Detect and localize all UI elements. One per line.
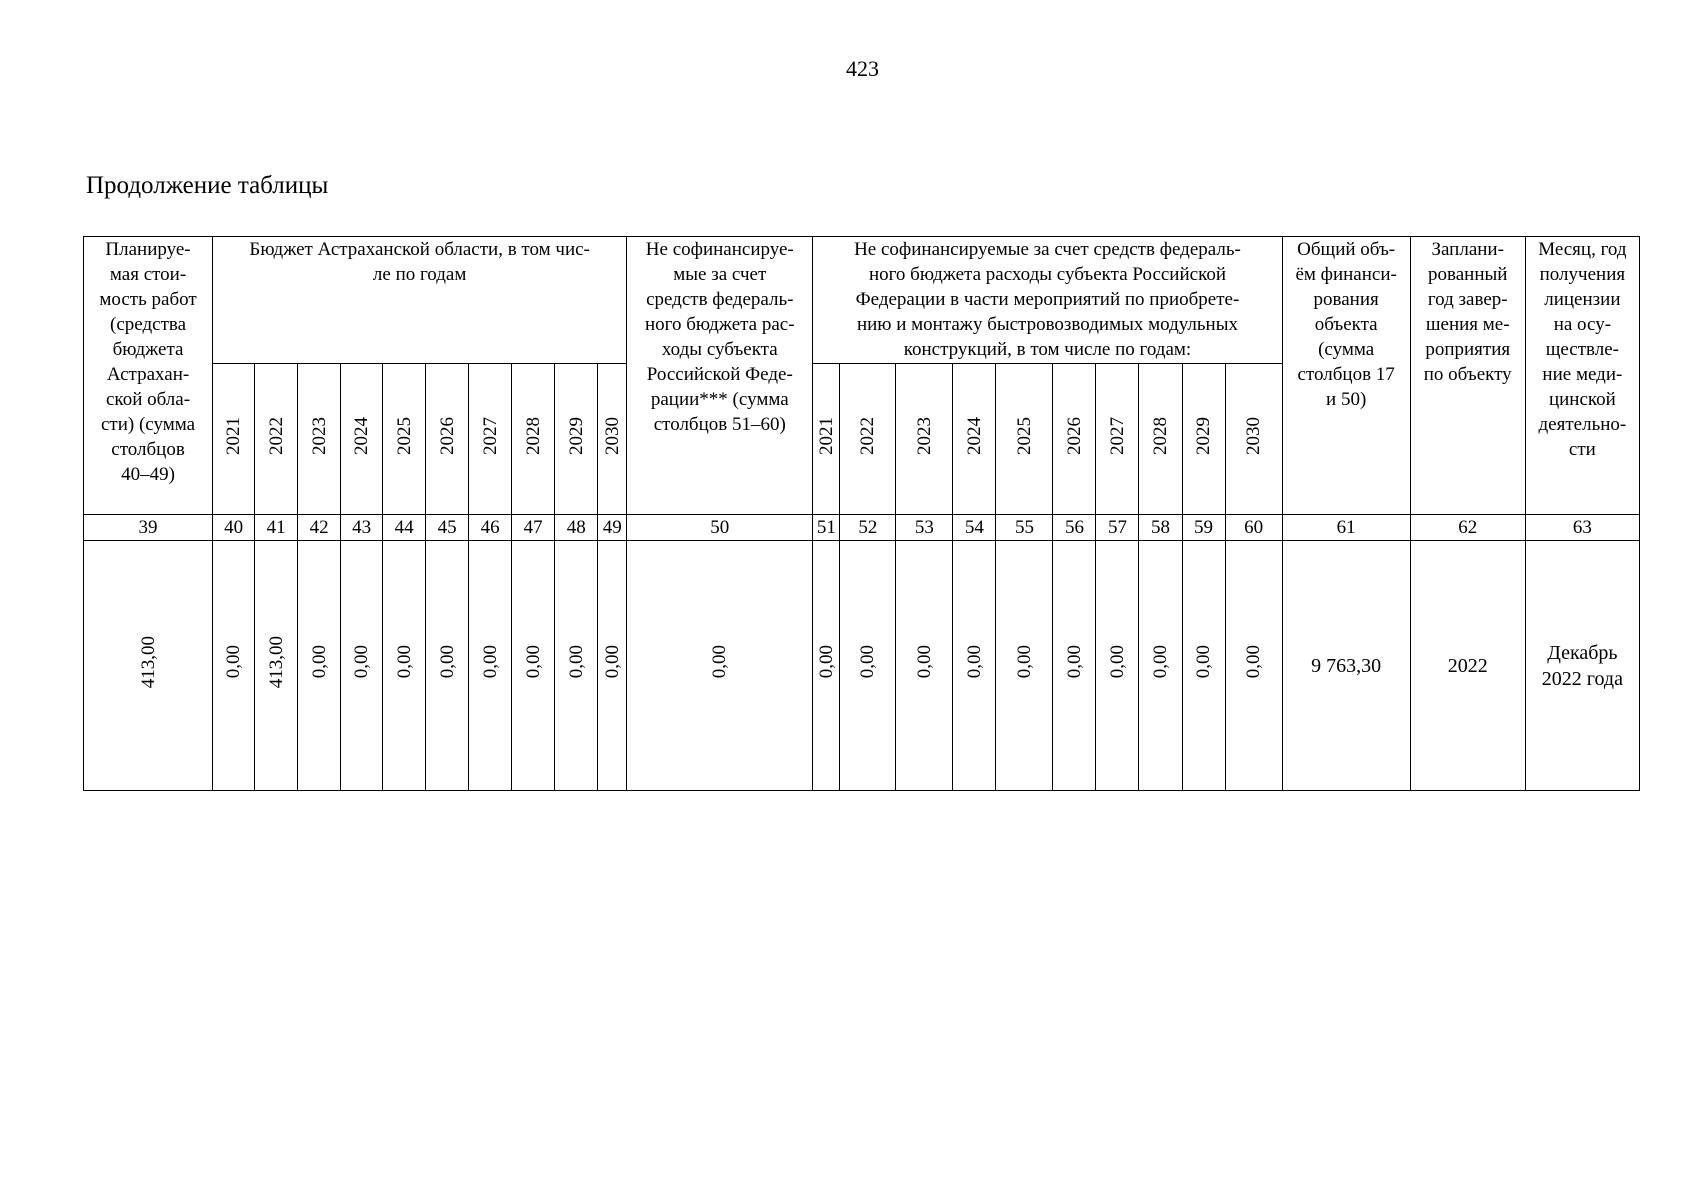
text-line: конструкций, в том числе по годам: (903, 339, 1192, 360)
year-header-budget-2027: 2027 (469, 364, 512, 515)
table-row (84, 541, 1640, 791)
column-number: 63 (1525, 515, 1639, 541)
year-header-nonco-2029: 2029 (1182, 364, 1225, 515)
cell-non-cofinanced-total: 0,00 (627, 541, 813, 791)
cell-budget-2021: 0,00 (213, 541, 255, 791)
header-cell-total-financing (1282, 237, 1410, 515)
text-line: лицензии (1544, 289, 1621, 310)
column-number: 50 (627, 515, 813, 541)
text-line: Месяц, год (1538, 239, 1627, 260)
cell-nonco-2022: 0,00 (840, 541, 896, 791)
cell-budget-2023: 0,00 (298, 541, 341, 791)
cell-budget-2029: 0,00 (555, 541, 598, 791)
column-number: 47 (512, 515, 555, 541)
year-header-budget-2023: 2023 (298, 364, 341, 515)
year-header-nonco-2026: 2026 (1053, 364, 1096, 515)
column-number: 56 (1053, 515, 1096, 541)
year-header-budget-2025: 2025 (383, 364, 426, 515)
text-line: (сумма (1318, 339, 1375, 360)
text-line: рованный (1428, 264, 1508, 285)
year-header-nonco-2024: 2024 (953, 364, 996, 515)
year-header-budget-2028: 2028 (512, 364, 555, 515)
text-line: столбцов (111, 439, 185, 460)
cell-total-financing: 9 763,30 (1282, 541, 1410, 791)
text-line: деятельно- (1538, 414, 1627, 435)
column-number: 53 (896, 515, 953, 541)
text-line: ле по годам (372, 264, 467, 285)
cell-budget-2026: 0,00 (426, 541, 469, 791)
column-number: 46 (469, 515, 512, 541)
year-header-budget-2021: 2021 (213, 364, 255, 515)
text-line: и 50) (1326, 389, 1367, 410)
column-number: 44 (383, 515, 426, 541)
column-number: 58 (1139, 515, 1182, 541)
header-group-regional-budget (213, 237, 627, 364)
text-line: шения ме- (1425, 314, 1510, 335)
column-number: 39 (84, 515, 213, 541)
text-line: мая стои- (109, 264, 187, 285)
text-line: 2022 года (1541, 667, 1623, 690)
year-header-nonco-2025: 2025 (996, 364, 1053, 515)
text-line: Бюджет Астраханской области, в том чис- (249, 239, 590, 260)
column-number: 59 (1182, 515, 1225, 541)
text-line: Общий объ- (1297, 239, 1396, 260)
text-line: ние меди- (1542, 364, 1623, 385)
text-line: сти) (сумма (100, 414, 196, 435)
text-line: ходы субъекта (661, 339, 778, 360)
text-line: цинской (1548, 389, 1616, 410)
year-header-budget-2022: 2022 (255, 364, 298, 515)
header-cell-non-cofinanced-total (627, 237, 813, 515)
text-line: год завер- (1427, 289, 1508, 310)
cell-nonco-2021: 0,00 (813, 541, 840, 791)
header-group-non-cofinanced-years (813, 237, 1282, 364)
column-number: 60 (1225, 515, 1282, 541)
text-line: Планируе- (105, 239, 191, 260)
header-cell-planned-completion-year (1410, 237, 1525, 515)
cell-budget-2022: 413,00 (255, 541, 298, 791)
text-line: рации*** (сумма (650, 389, 789, 410)
text-line: роприятия (1425, 339, 1511, 360)
text-line: ём финанси- (1295, 264, 1397, 285)
column-number: 62 (1410, 515, 1525, 541)
cell-nonco-2026: 0,00 (1053, 541, 1096, 791)
year-header-nonco-2022: 2022 (840, 364, 896, 515)
text-line: мость работ (99, 289, 197, 310)
column-number: 54 (953, 515, 996, 541)
column-number: 41 (255, 515, 298, 541)
text-line: ного бюджета рас- (645, 314, 795, 335)
text-line: Заплани- (1431, 239, 1504, 260)
text-line: Не софинансируе- (645, 239, 794, 260)
cell-planned-cost: 413,00 (84, 541, 213, 791)
text-line: Не софинансируемые за счет средств федераль- (854, 239, 1241, 260)
text-line: получения (1539, 264, 1626, 285)
year-header-budget-2026: 2026 (426, 364, 469, 515)
cell-nonco-2023: 0,00 (896, 541, 953, 791)
column-number: 52 (840, 515, 896, 541)
text-line: Декабрь (1547, 641, 1618, 664)
column-number: 40 (213, 515, 255, 541)
text-line: столбцов 17 (1297, 364, 1395, 385)
column-number: 55 (996, 515, 1053, 541)
cell-planned-completion-year: 2022 (1410, 541, 1525, 791)
text-line: средств федераль- (646, 289, 794, 310)
year-header-budget-2030: 2030 (598, 364, 627, 515)
column-number-row (84, 515, 1640, 541)
header-row-groups (84, 237, 1640, 364)
table-caption: Продолжение таблицы (86, 172, 329, 199)
text-line: ного бюджета расходы субъекта Российской (868, 264, 1227, 285)
column-number: 57 (1096, 515, 1139, 541)
year-header-nonco-2028: 2028 (1139, 364, 1182, 515)
text-line: сти (1568, 439, 1596, 460)
text-line: (средства (110, 314, 187, 335)
year-header-budget-2029: 2029 (555, 364, 598, 515)
cell-nonco-2024: 0,00 (953, 541, 996, 791)
year-header-nonco-2023: 2023 (896, 364, 953, 515)
text-line: бюджета (112, 339, 184, 360)
text-line: мые за счет (673, 264, 767, 285)
text-line: рования (1313, 289, 1379, 310)
column-number: 42 (298, 515, 341, 541)
text-line: нию и монтажу быстровозводимых модульных (856, 314, 1238, 335)
text-line: Астрахан- (106, 364, 190, 385)
cell-budget-2028: 0,00 (512, 541, 555, 791)
cell-nonco-2025: 0,00 (996, 541, 1053, 791)
header-cell-license-date (1525, 237, 1639, 515)
text-line: ществле- (1545, 339, 1619, 360)
column-number: 49 (598, 515, 627, 541)
cell-budget-2030: 0,00 (598, 541, 627, 791)
column-number: 48 (555, 515, 598, 541)
text-line: Российской Феде- (646, 364, 793, 385)
year-header-nonco-2021: 2021 (813, 364, 840, 515)
header-cell-planned-cost (84, 237, 213, 515)
text-line: ской обла- (106, 389, 191, 410)
cell-nonco-2028: 0,00 (1139, 541, 1182, 791)
text-line: по объекту (1423, 364, 1512, 385)
column-number: 45 (426, 515, 469, 541)
page-number: 423 (846, 56, 879, 81)
cell-license-date (1525, 541, 1639, 791)
cell-nonco-2029: 0,00 (1182, 541, 1225, 791)
year-header-budget-2024: 2024 (341, 364, 383, 515)
year-header-nonco-2027: 2027 (1096, 364, 1139, 515)
text-line: на осу- (1553, 314, 1612, 335)
cell-nonco-2030: 0,00 (1225, 541, 1282, 791)
text-line: объекта (1314, 314, 1378, 335)
text-line: Федерации в части мероприятий по приобрете- (855, 289, 1240, 310)
text-line: 40–49) (121, 464, 175, 485)
cell-nonco-2027: 0,00 (1096, 541, 1139, 791)
text-line: столбцов 51–60) (653, 414, 786, 435)
column-number: 43 (341, 515, 383, 541)
financing-table (83, 236, 1640, 791)
cell-budget-2027: 0,00 (469, 541, 512, 791)
column-number: 61 (1282, 515, 1410, 541)
column-number: 51 (813, 515, 840, 541)
cell-budget-2024: 0,00 (341, 541, 383, 791)
cell-budget-2025: 0,00 (383, 541, 426, 791)
year-header-nonco-2030: 2030 (1225, 364, 1282, 515)
